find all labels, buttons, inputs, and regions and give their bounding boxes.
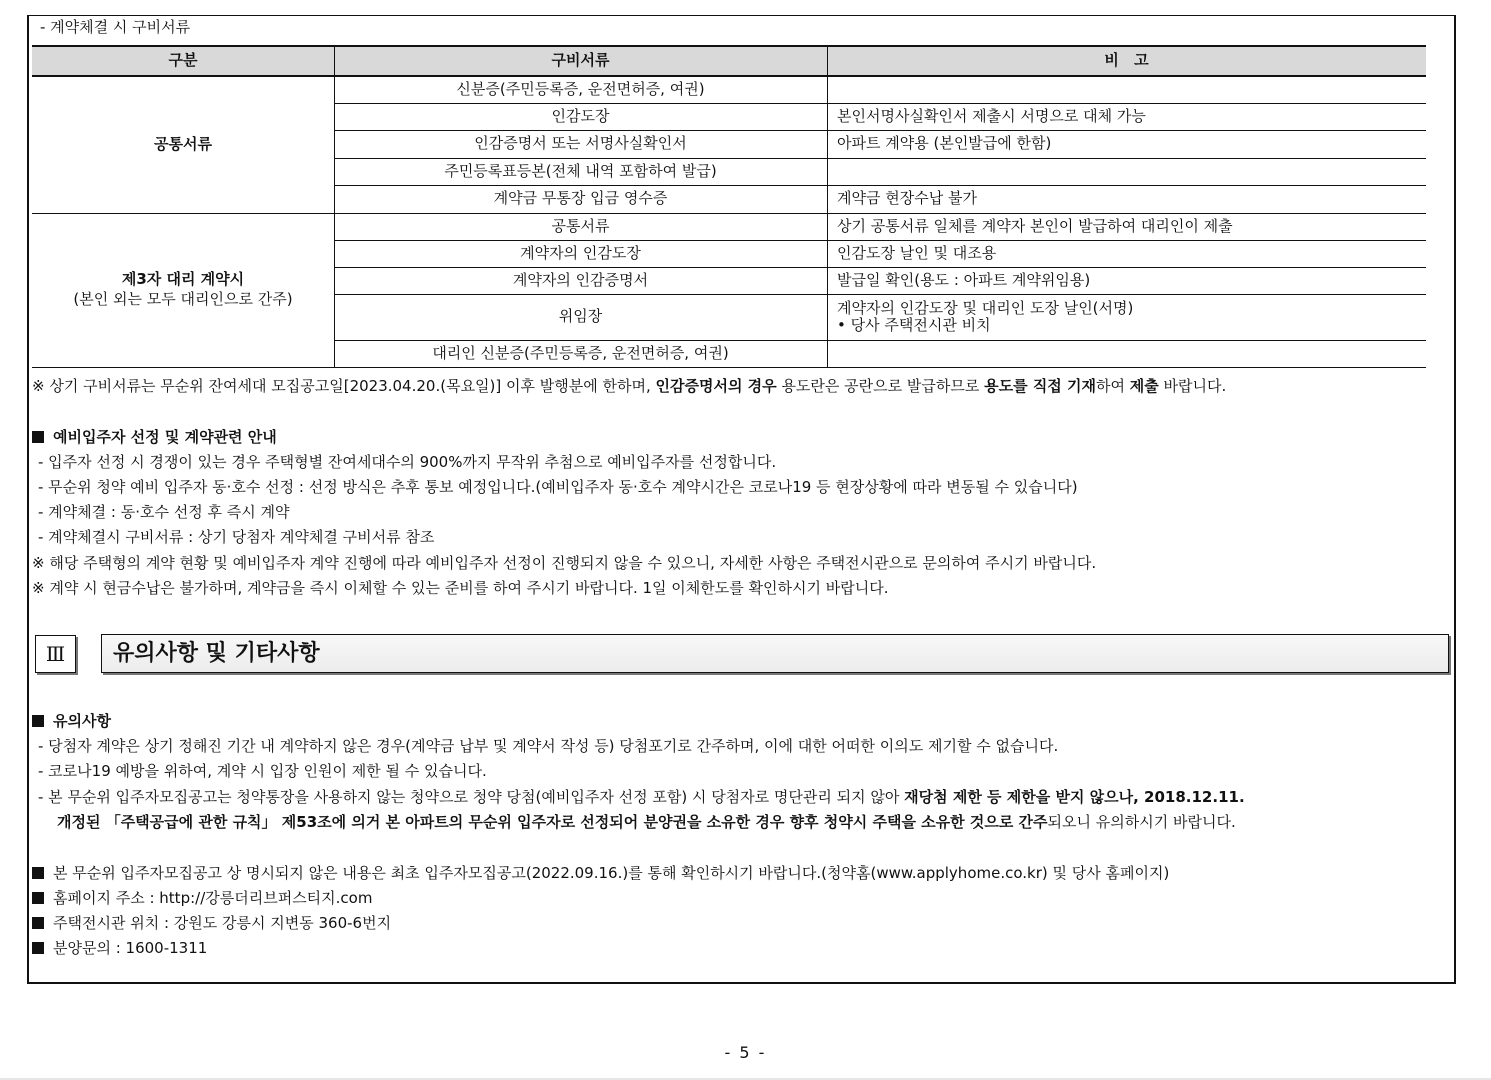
documents-table xyxy=(32,45,1426,368)
reserve-note: ※ 해당 주택형의 계약 현황 및 예비입주자 계약 진행에 따라 예비입주자 선정이 진행되지 않을 수 있으니, 자세한 사항은 주택전시관으로 문의하여 주시기 바랍니다. xyxy=(32,554,1097,572)
note-cell: 계약자의 인감도장 및 대리인 도장 날인(서명) xyxy=(837,299,1134,317)
group-common-docs: 공통서류 xyxy=(154,135,212,153)
info-line: 본 무순위 입주자모집공고 상 명시되지 않은 내용은 최초 입주자모집공고(2022.09.16.)를 통해 확인하시기 바랍니다.(청약홈(www.applyhome.co.kr) 및 당사 홈페이지) xyxy=(32,864,1169,883)
doc-cell: 인감증명서 또는 서명사실확인서 xyxy=(474,134,687,152)
note-cell: 아파트 계약용 (본인발급에 한함) xyxy=(837,134,1052,152)
header-documents: 구비서류 xyxy=(551,51,610,69)
square-bullet-icon xyxy=(32,867,44,879)
doc-cell: 계약자의 인감증명서 xyxy=(512,271,649,289)
doc-cell: 인감도장 xyxy=(551,107,610,125)
doc-cell: 공통서류 xyxy=(551,217,610,235)
reserve-line: - 계약체결 : 동·호수 선정 후 즉시 계약 xyxy=(38,503,290,521)
note-cell: 본인서명사실확인서 제출시 서명으로 대체 가능 xyxy=(837,107,1146,125)
doc-cell: 계약금 무통장 입금 영수증 xyxy=(493,189,668,207)
section-title: 유의사항 및 기타사항 xyxy=(113,641,320,666)
note-cell: 발급일 확인(용도 : 아파트 계약위임용) xyxy=(837,271,1091,289)
page-number: - 5 - xyxy=(724,1043,767,1062)
info-line: 홈페이지 주소 : http://강릉더리브퍼스티지.com xyxy=(32,889,372,908)
reserve-line: - 무순위 청약 예비 입주자 동·호수 선정 : 선정 방식은 추후 통보 예정입니다.(예비입주자 동·호수 계약시간은 코로나19 등 현장상황에 따라 변동될 수 있습니다) xyxy=(38,478,1078,496)
header-remarks: 비 고 xyxy=(1104,51,1149,69)
square-bullet-icon xyxy=(32,942,44,954)
square-bullet-icon xyxy=(32,917,44,929)
square-bullet-icon xyxy=(32,715,44,727)
doc-cell: 계약자의 인감도장 xyxy=(520,244,641,262)
section-title-box xyxy=(101,634,1449,673)
notice-line: - 당첨자 계약은 상기 정해진 기간 내 계약하지 않은 경우(계약금 납부 및 계약서 작성 등) 당첨포기로 간주하며, 이에 대한 어떠한 이의도 제기할 수 없습니다. xyxy=(38,737,1059,755)
info-line: 주택전시관 위치 : 강원도 강릉시 지변동 360-6번지 xyxy=(32,914,391,933)
section-number: Ⅲ xyxy=(35,635,76,673)
note-cell: 인감도장 날인 및 대조용 xyxy=(837,244,997,262)
group-proxy-contract: 제3자 대리 계약시 xyxy=(121,270,245,288)
square-bullet-icon xyxy=(32,431,44,443)
reserve-line: - 입주자 선정 시 경쟁이 있는 경우 주택형별 잔여세대수의 900%까지 무작위 추첨으로 예비입주자를 선정합니다. xyxy=(38,453,777,471)
reserve-note: ※ 계약 시 현금수납은 불가하며, 계약금을 즉시 이체할 수 있는 준비를 하여 주시기 바랍니다. 1일 이체한도를 확인하시기 바랍니다. xyxy=(32,579,889,597)
info-line: 분양문의 : 1600-1311 xyxy=(32,939,207,958)
notice-line: 개정된 「주택공급에 관한 규칙」 제53조에 의거 본 아파트의 무순위 입주자로 선정되어 분양권을 소유한 경우 향후 청약시 주택을 소유한 것으로 간주되오니 유의하시기 바랍니다. xyxy=(57,813,1236,831)
intro-line: - 계약체결 시 구비서류 xyxy=(40,18,191,36)
doc-cell: 주민등록표등본(전체 내역 포함하여 발급) xyxy=(444,162,717,180)
doc-cell: 신분증(주민등록증, 운전면허증, 여권) xyxy=(456,80,705,98)
header-category: 구분 xyxy=(168,51,198,69)
doc-cell: 대리인 신분증(주민등록증, 운전면허증, 여권) xyxy=(432,344,729,362)
doc-cell: 위임장 xyxy=(558,307,603,325)
note-cell: 계약금 현장수납 불가 xyxy=(837,189,977,207)
reserve-line: - 계약체결시 구비서류 : 상기 당첨자 계약체결 구비서류 참조 xyxy=(38,528,435,546)
table-footnote: ※ 상기 구비서류는 무순위 잔여세대 모집공고일[2023.04.20.(목요일)] 이후 발행분에 한하며, 인감증명서의 경우 용도란은 공란으로 발급하므로 용도를 직접 기재하여 제출 바랍니다. xyxy=(32,377,1227,395)
reserve-heading: 예비입주자 선정 및 계약관련 안내 xyxy=(32,428,277,447)
notice-line: - 코로나19 예방을 위하여, 계약 시 입장 인원이 제한 될 수 있습니다. xyxy=(38,762,487,780)
square-bullet-icon xyxy=(32,892,44,904)
notice-heading: 유의사항 xyxy=(32,712,111,731)
notice-line: - 본 무순위 입주자모집공고는 청약통장을 사용하지 않는 청약으로 청약 당첨(예비입주자 선정 포함) 시 당첨자로 명단관리 되지 않아 재당첨 제한 등 제한을 받지 않으나, 2018.12.11. xyxy=(38,788,1245,806)
note-cell: • 당사 주택전시관 비치 xyxy=(837,316,991,334)
group-proxy-sublabel: (본인 외는 모두 대리인으로 간주) xyxy=(73,290,293,308)
note-cell: 상기 공통서류 일체를 계약자 본인이 발급하여 대리인이 제출 xyxy=(837,217,1233,235)
